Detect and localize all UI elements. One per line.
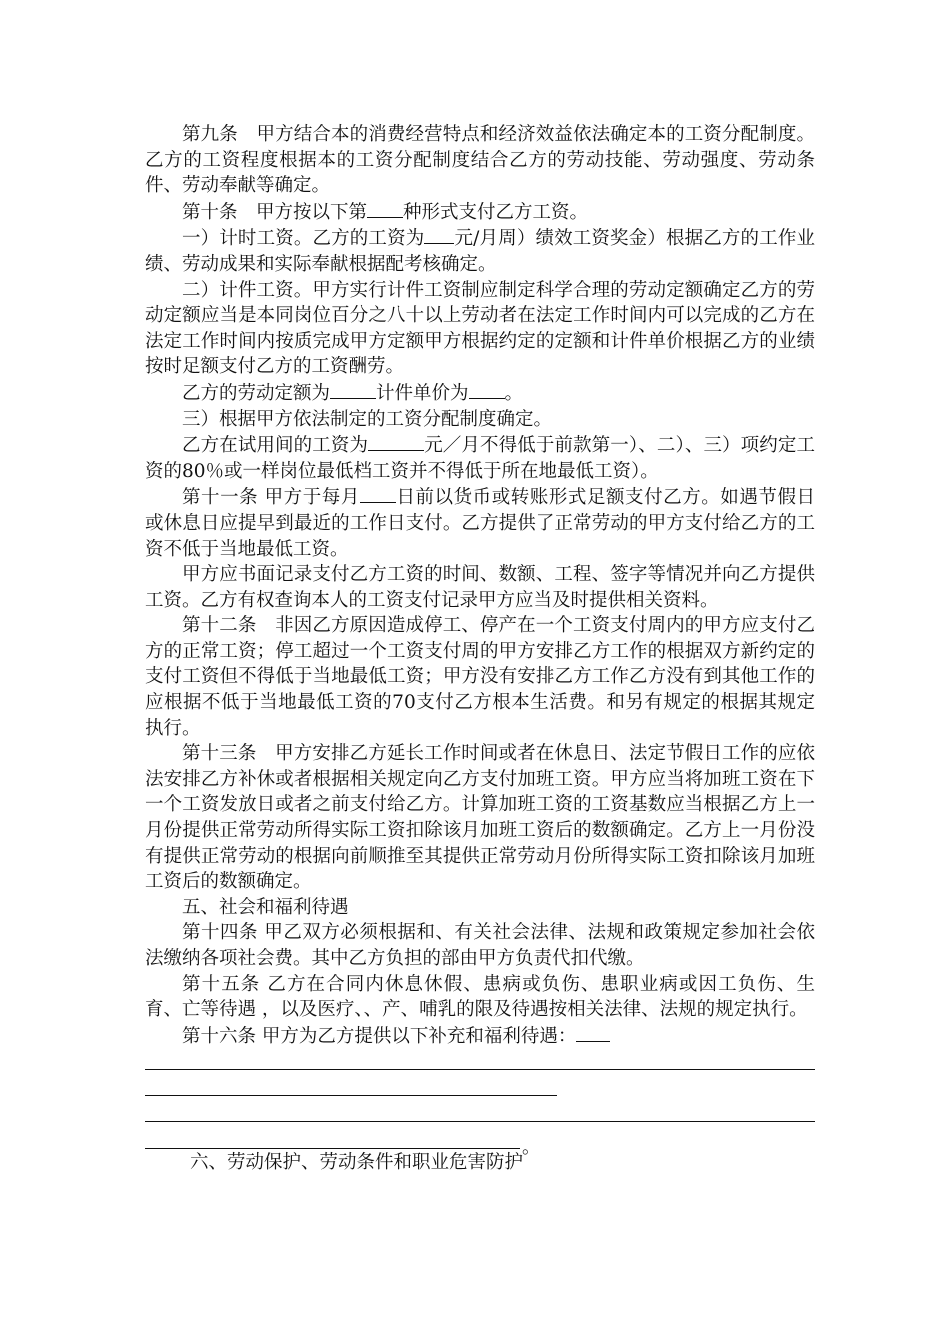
labor-quota-text-a: 乙方的劳动定额为 <box>182 382 331 404</box>
blank-line <box>145 1069 815 1070</box>
blank-field <box>330 380 376 399</box>
clause-distribution: 三）根据甲方依法制定的工资分配制度确定。 <box>182 408 553 430</box>
article-11-text-b: 日前以货币或转账形式足额支付乙方。如遇节假日或休息日应提早到最近的工作日支付。乙方提供了正常劳动的甲方支付给乙方的工资不低于当地最低工资。 <box>145 487 815 560</box>
probation-wage-text-a: 乙方在试用间的工资为 <box>182 435 369 457</box>
clause-time-wage-text-b: 元/月周）绩效工资奖金）根据乙方的工作业绩、劳动成果和实际奉献根据配考核确定。 <box>145 228 815 275</box>
article-10-text-b: 种形式支付乙方工资。 <box>403 201 589 223</box>
probation-wage <box>145 432 815 484</box>
blank-field <box>368 432 424 451</box>
blank-field <box>360 484 396 503</box>
wage-records: 甲方应书面记录支付乙方工资的时间、数额、工程、签字等情况并向乙方提供工资。乙方有权查询本人的工资支付记录甲方应当及时提供相关资料。 <box>145 564 815 611</box>
article-15: 第十五条 乙方在合同内休息休假、患病或负伤、患职业病或因工负伤、生育、亡等待遇 ，以及医疗、、产、哺乳的限及待遇按相关法律、法规的规定执行。 <box>145 973 815 1021</box>
article-13: 第十三条 甲方安排乙方延长工作时间或者在休息日、法定节假日工作的应依法安排乙方补休或者根据相关规定向乙方支付加班工资。甲方应当将加班工资在下一个工资发放日或者之前支付给乙方。计算加班工资的工资基数应当根据乙方上一月份提供正常劳动所得实际工资扣除该月加班工资后的数额确定。乙方上一月份没有提供正常劳动的根据向前顺推至其提供正常劳动月份所得实际工资扣除该月加班工资后的数额确定。 <box>145 743 815 893</box>
blank-line <box>145 1121 815 1122</box>
article-12: 第十二条 非因乙方原因造成停工、停产在一个工资支付周内的甲方应支付乙方的正常工资；停工超过一个工资支付周的甲方安排乙方工作的根据双方新约定的支付工资但不得低于当地最低工资；甲方没有安排乙方工作乙方没有到其他工作的应根据不低于当地最低工资的70支付乙方根本生活费。和另有规定的根据其规定执行。 <box>145 615 815 739</box>
article-16 <box>145 1023 815 1050</box>
article-10-text-a: 第十条 甲方按以下第 <box>182 201 368 223</box>
clause-time-wage-text-a: 一）计时工资。乙方的工资为 <box>182 228 425 250</box>
fill-in-lines <box>145 1055 815 1159</box>
article-14: 第十四条 甲乙双方必须根据和、有关社会法律、法规和政策规定参加社会依法缴纳各项社会费。其中乙方负担的部由甲方负责代扣代缴。 <box>145 922 815 969</box>
section-5-heading: 五、社会和福利待遇 <box>182 896 349 918</box>
article-16-text: 第十六条 甲方为乙方提供以下补充和福利待遇： <box>182 1025 577 1047</box>
labor-quota-line <box>145 380 815 407</box>
blank-field <box>424 225 454 244</box>
clause-piece-wage: 二）计件工资。甲方实行计件工资制应制定科学合理的劳动定额确定乙方的劳动定额应当是本同岗位百分之八十以上劳动者在法定工作时间内可以完成的乙方在法定工作时间内按质完成甲方定额甲方根据约定的定额和计件单价根据乙方的业绩按时足额支付乙方的工资酬劳。 <box>145 279 815 378</box>
labor-quota-text-c: 。 <box>504 382 524 404</box>
article-11 <box>145 484 815 562</box>
blank-field <box>469 380 505 399</box>
labor-quota-text-b: 计件单价为 <box>376 382 469 404</box>
document-body <box>145 122 815 1159</box>
end-mark: 。 <box>522 1137 540 1159</box>
blank-field <box>576 1023 610 1042</box>
section-6-heading: 六、劳动保护、劳动条件和职业危害防护 <box>190 1152 524 1173</box>
probation-wage-text-b: 元／月不得低于前款第一）、二）、三）项约定工资的80％或一样岗位最低档工资并不得低于所在地最低工资）。 <box>145 435 815 482</box>
article-9: 第九条 甲方结合本的消费经营特点和经济效益依法确定本的工资分配制度。乙方的工资程度根据本的工资分配制度结合乙方的劳动技能、劳动强度、劳动条件、劳动奉献等确定。 <box>145 124 815 197</box>
clause-time-wage <box>145 225 815 277</box>
article-11-text-a: 第十一条 甲方于每月 <box>182 487 360 509</box>
blank-field <box>367 199 403 218</box>
blank-line <box>145 1095 557 1096</box>
article-10 <box>145 199 815 226</box>
